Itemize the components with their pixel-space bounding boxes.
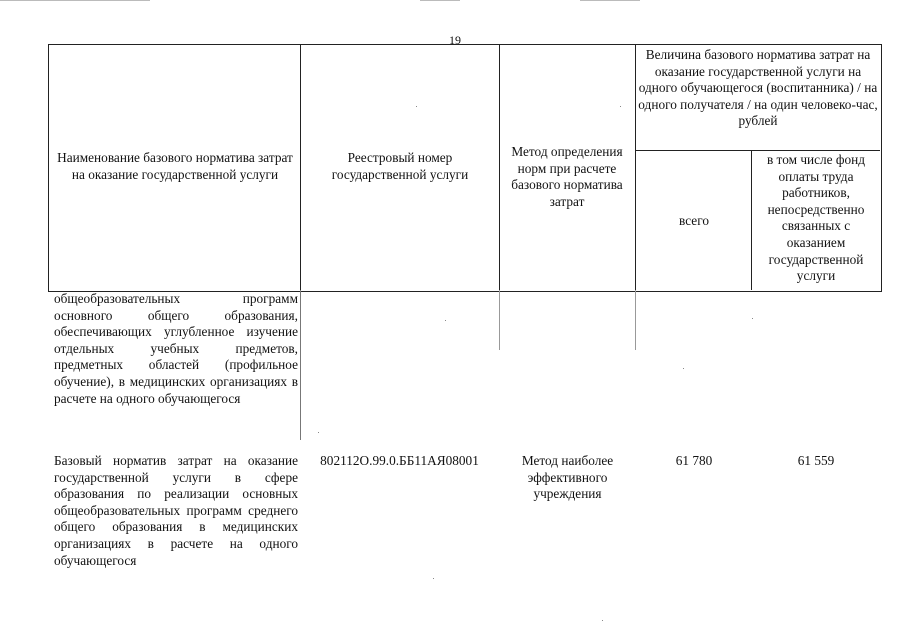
- header-fot: в том числе фонд оплаты труда работников, непосредственно связанных с оказанием государственной услуги: [766, 152, 866, 284]
- page-number: 19: [449, 33, 461, 47]
- row-1-name: общеобразовательных программ основного общего образования, обеспечивающих углубленное изучение отдельных учебных предметов, предметных областей (профильное обучение), в медицинских организациях в расчете на одного обучающегося: [54, 291, 298, 406]
- row-2-fot: 61 559: [797, 453, 835, 468]
- header-total: всего: [679, 213, 709, 228]
- row-2-total: 61 780: [675, 453, 713, 468]
- header-name: Наименование базового норматива затрат на оказание государственной услуги: [57, 150, 293, 182]
- header-method: Метод определения норм при расчете базового норматива затрат: [511, 144, 623, 209]
- row-2-method: Метод наиболее эффективного учреждения: [521, 453, 614, 502]
- row-2-name: Базовый норматив затрат на оказание государственной услуги в сфере образования по реализации основных общеобразовательных программ среднего общего образования в медицинских организациях в расчете на одного обучающегося: [54, 453, 298, 568]
- header-value: Величина базового норматива затрат на оказание государственной услуги на одного обучающегося (воспитанника) / на одного получателя / на один человеко-час, рублей: [638, 47, 878, 129]
- header-registry-number: Реестровый номер государственной услуги: [331, 150, 469, 182]
- row-2-registry-number: 802112О.99.0.ББ11АЯ08001: [320, 453, 479, 468]
